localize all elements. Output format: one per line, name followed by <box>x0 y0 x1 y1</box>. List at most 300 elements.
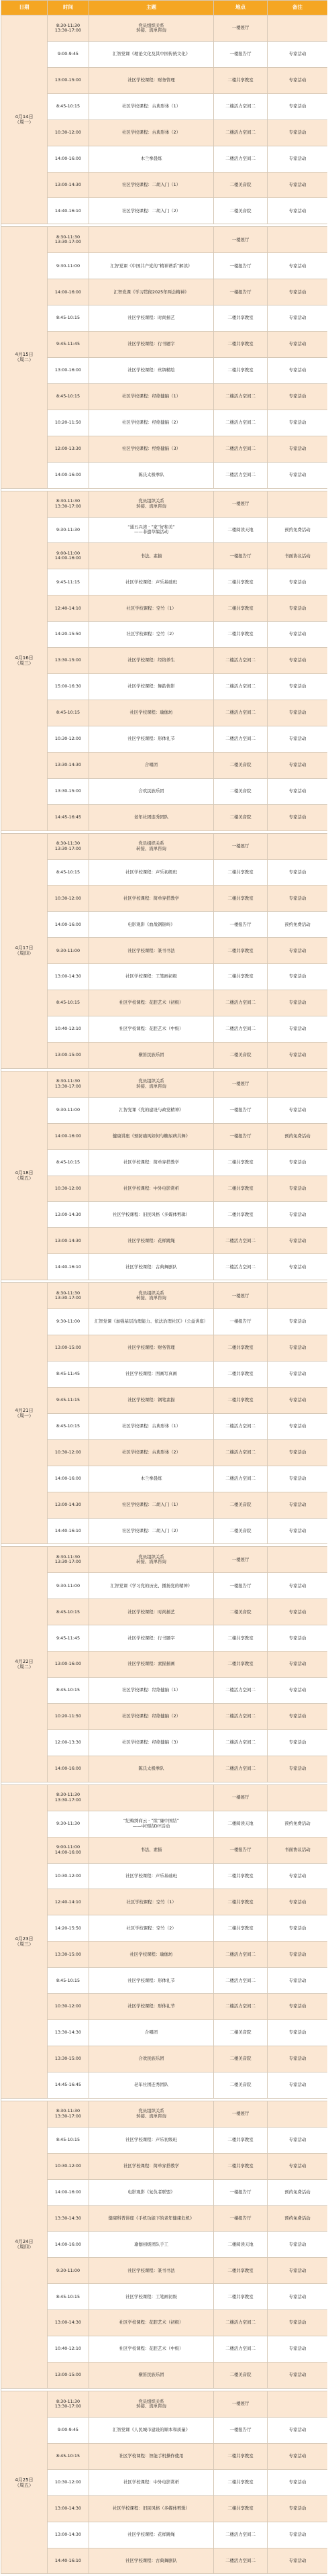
note-cell: 专家活动 <box>268 2310 328 2336</box>
table-row <box>1 2495 328 2522</box>
note-cell: 专家活动 <box>268 1439 328 1466</box>
time-cell: 14:00-16:00 <box>48 2232 89 2258</box>
place-cell: 二楼活力空间二 <box>214 674 268 700</box>
note-cell: 专家活动 <box>268 622 328 648</box>
place-cell: 二楼阅读天地 <box>214 2232 268 2258</box>
time-cell: 10:20-11:50 <box>48 1704 89 1730</box>
note-cell: 书面协议活动 <box>268 543 328 569</box>
place-cell: 二楼美音院 <box>214 1518 268 1544</box>
place-cell: 一楼报告厅 <box>214 543 268 569</box>
note-cell <box>268 1283 328 1309</box>
time-cell: 14:00-16:00 <box>48 462 89 488</box>
topic-cell: 社区学校课程：经络健脑（3） <box>89 436 214 462</box>
table-row <box>1 1202 328 1228</box>
note-cell: 预约免费活动 <box>268 2205 328 2232</box>
table-row <box>1 2363 328 2389</box>
time-cell: 13:30-15:00 <box>48 648 89 674</box>
topic-cell: 汇智党课《学习党的历史、播扬党的精神》 <box>89 1573 214 1599</box>
date-cell: 4月14日 （周一） <box>1 15 48 224</box>
time-cell: 8:30-11:30 13:30-17:00 <box>48 2391 89 2417</box>
place-cell: 二楼共享教室 <box>214 859 268 886</box>
place-cell: 二楼活力空间二 <box>214 1228 268 1254</box>
topic-cell: 汇智党课《学习贯彻2025年两会精神》 <box>89 279 214 305</box>
time-cell: 13:00-14:30 <box>48 2495 89 2522</box>
note-cell: 专家活动 <box>268 2153 328 2179</box>
table-row <box>1 436 328 462</box>
note-cell: 专家活动 <box>268 2072 328 2098</box>
topic-cell: 社区学校课程：空竹（2） <box>89 622 214 648</box>
topic-cell: 社区学校课程：经络养生 <box>89 648 214 674</box>
note-cell: 专家活动 <box>268 674 328 700</box>
time-cell: 8:30-11:30 13:30-17:00 <box>48 227 89 253</box>
topic-cell <box>89 1784 214 1811</box>
time-cell: 8:30-11:30 13:30-17:00 <box>48 833 89 859</box>
place-cell: 二楼美音院 <box>214 1042 268 1068</box>
time-cell: 8:45-11:45 <box>48 1362 89 1388</box>
place-cell: 一楼展厅 <box>214 491 268 517</box>
time-cell: 13:00-14:30 <box>48 172 89 198</box>
topic-cell: 木兰拳晨练 <box>89 146 214 172</box>
note-cell: 专家活动 <box>268 595 328 622</box>
table-row <box>1 1704 328 1730</box>
place-cell: 二楼共享教室 <box>214 1149 268 1176</box>
time-cell: 8:45-10:15 <box>48 1968 89 1994</box>
place-cell: 二楼共享教室 <box>214 2153 268 2179</box>
table-row <box>1 517 328 543</box>
topic-cell: 社区学校课程：花腔艺术（中级） <box>89 2336 214 2363</box>
table-row <box>1 1756 328 1782</box>
table-row <box>1 2153 328 2179</box>
note-cell: 专家活动 <box>268 1149 328 1176</box>
place-cell: 二楼活力空间二 <box>214 146 268 172</box>
place-cell: 二楼活力空间二 <box>214 1413 268 1439</box>
table-row <box>1 1042 328 1068</box>
topic-cell: 社区学校课程：瑜伽坊 <box>89 1942 214 1968</box>
time-cell: 9:00-11:00 14:00-16:00 <box>48 1837 89 1863</box>
time-cell: 10:20-11:50 <box>48 410 89 436</box>
table-row <box>1 172 328 198</box>
place-cell: 二楼美音院 <box>214 2020 268 2046</box>
time-cell: 15:00-16:30 <box>48 674 89 700</box>
place-cell: 二楼共享教室 <box>214 2495 268 2522</box>
time-cell: 13:00-16:00 <box>48 1652 89 1678</box>
note-cell: 专家活动 <box>268 1652 328 1678</box>
topic-cell: 社区学校课程：二胡入门（2） <box>89 1518 214 1544</box>
table-row <box>1 1863 328 1889</box>
table-row <box>1 1176 328 1202</box>
topic-cell: 社区学校课程：古典舞剧队 <box>89 2548 214 2574</box>
table-header-row <box>1 1 328 15</box>
table-row <box>1 2391 328 2417</box>
topic-cell: 社区学校课程：瑜伽坊 <box>89 700 214 726</box>
place-cell: 二楼共享教室 <box>214 1915 268 1942</box>
table-row <box>1 383 328 410</box>
table-row <box>1 1811 328 1837</box>
time-cell: 13:30-15:00 <box>48 1942 89 1968</box>
note-cell: 专家活动 <box>268 1176 328 1202</box>
place-cell: 二楼活力空间二 <box>214 1942 268 1968</box>
topic-cell: 社区学校课程：图画写真画 <box>89 1362 214 1388</box>
time-cell: 13:30-15:00 <box>48 778 89 804</box>
place-cell: 二楼活力空间二 <box>214 648 268 674</box>
note-cell: 预约免费活动 <box>268 1123 328 1149</box>
note-cell <box>268 2391 328 2417</box>
table-row <box>1 1123 328 1149</box>
place-cell: 二楼活力空间二 <box>214 383 268 410</box>
place-cell: 二楼活力空间二 <box>214 2310 268 2336</box>
time-cell: 13:00-15:00 <box>48 1335 89 1362</box>
note-cell: 专家活动 <box>268 1202 328 1228</box>
note-cell: 专家活动 <box>268 1889 328 1915</box>
place-cell: 一楼展厅 <box>214 1071 268 1097</box>
time-cell: 10:30-12:00 <box>48 1439 89 1466</box>
date-cell: 4月22日 （周二） <box>1 1547 48 1782</box>
place-cell: 二楼共享教室 <box>214 569 268 595</box>
note-cell <box>268 1784 328 1811</box>
table-row <box>1 1439 328 1466</box>
place-cell: 二楼活力空间二 <box>214 1466 268 1492</box>
time-cell: 13:30-14:30 <box>48 2020 89 2046</box>
place-cell: 二楼美音院 <box>214 198 268 224</box>
time-cell: 9:00-9:45 <box>48 41 89 67</box>
place-cell: 二楼活力空间二 <box>214 436 268 462</box>
time-cell: 14:00-16:00 <box>48 279 89 305</box>
time-cell: 10:30-12:00 <box>48 1994 89 2020</box>
time-cell: 8:30-11:30 13:30-17:00 <box>48 1547 89 1573</box>
place-cell: 二楼共享教室 <box>214 1387 268 1413</box>
place-cell: 一楼报告厅 <box>214 2205 268 2232</box>
topic-cell: 党员组织关系 转接、流单咨询 <box>89 2101 214 2127</box>
place-cell: 二楼活力空间二 <box>214 120 268 146</box>
table-row <box>1 886 328 912</box>
table-row <box>1 1492 328 1518</box>
topic-cell: 老年社团连秀团队 <box>89 804 214 830</box>
note-cell: 专家活动 <box>268 2363 328 2389</box>
table-row <box>1 2232 328 2258</box>
table-row <box>1 1837 328 1863</box>
topic-cell: 社区学校课程：财务管理 <box>89 67 214 93</box>
time-cell: 13:00-14:30 <box>48 2310 89 2336</box>
topic-cell: 社区学校课程：旧民风格（多媒体剪辑） <box>89 1202 214 1228</box>
place-cell: 二楼阅读天地 <box>214 1811 268 1837</box>
topic-cell: 社区学校课程：舞韵倩影 <box>89 674 214 700</box>
topic-cell: 党员组织关系 转接、流单咨询 <box>89 1283 214 1309</box>
topic-cell: 合欢民族乐团 <box>89 2046 214 2072</box>
time-cell: 14:00-16:00 <box>48 912 89 938</box>
table-row <box>1 2310 328 2336</box>
table-row <box>1 1915 328 1942</box>
note-cell: 专家活动 <box>268 2020 328 2046</box>
table-row <box>1 146 328 172</box>
table-row <box>1 2020 328 2046</box>
time-cell: 14:00-16:00 <box>48 2179 89 2205</box>
place-cell: 一楼展厅 <box>214 1784 268 1811</box>
note-cell: 专家活动 <box>268 436 328 462</box>
topic-cell: 社区学校课程：素描插画 <box>89 1652 214 1678</box>
table-row <box>1 2417 328 2443</box>
table-row <box>1 804 328 830</box>
table-row <box>1 674 328 700</box>
place-cell: 一楼报告厅 <box>214 2417 268 2443</box>
place-cell: 二楼活力空间二 <box>214 726 268 752</box>
topic-cell: 党员组织关系 转接、流单咨询 <box>89 491 214 517</box>
place-cell: 二楼活力空间二 <box>214 1704 268 1730</box>
topic-cell: 社区学校课程：简单穿搭教学 <box>89 886 214 912</box>
topic-cell: 社区学校课程：形体礼节 <box>89 1968 214 1994</box>
note-cell: 专家活动 <box>268 383 328 410</box>
topic-cell: 横笛民族乐团 <box>89 1042 214 1068</box>
note-cell: 专家活动 <box>268 964 328 990</box>
time-cell: 9:30-11:00 <box>48 1573 89 1599</box>
place-cell: 二楼共享教室 <box>214 964 268 990</box>
schedule-body <box>1 15 328 2574</box>
place-cell: 二楼美音院 <box>214 172 268 198</box>
note-cell: 专家活动 <box>268 198 328 224</box>
topic-cell: 社区学校课程：中外电影赏析 <box>89 1176 214 1202</box>
note-cell: 专家活动 <box>268 1625 328 1652</box>
place-cell: 二楼共享教室 <box>214 595 268 622</box>
time-cell: 9:30-11:00 <box>48 938 89 964</box>
time-cell: 8:30-11:30 13:30-17:00 <box>48 491 89 517</box>
header-place: 地点 <box>214 1 268 15</box>
note-cell: 专家活动 <box>268 1254 328 1280</box>
topic-cell: “通五兴湾 · ”家”好和美” ——非遗草编活动 <box>89 517 214 543</box>
time-cell: 9:30-11:30 <box>48 1811 89 1837</box>
time-cell: 14:00-16:00 <box>48 1466 89 1492</box>
place-cell: 一楼展厅 <box>214 227 268 253</box>
time-cell: 14:00-16:00 <box>48 1756 89 1782</box>
place-cell: 二楼活力空间二 <box>214 1678 268 1704</box>
date-cell: 4月25日 （周五） <box>1 2391 48 2573</box>
topic-cell: 社区学校课程：时尚插艺 <box>89 305 214 332</box>
table-row <box>1 462 328 488</box>
topic-cell: 健康讲座《预防痛风如何与糖尿病共舞》 <box>89 1123 214 1149</box>
time-cell: 8:45-10:15 <box>48 2443 89 2469</box>
topic-cell: 社区学校课程：行书题字 <box>89 332 214 358</box>
note-cell: 专家活动 <box>268 1362 328 1388</box>
time-cell: 8:45-10:15 <box>48 93 89 120</box>
topic-cell: 社区学校课程：形体礼节 <box>89 1994 214 2020</box>
place-cell: 二楼共享教室 <box>214 2258 268 2284</box>
note-cell: 专家活动 <box>268 357 328 383</box>
note-cell: 专家活动 <box>268 1042 328 1068</box>
table-row <box>1 1889 328 1915</box>
note-cell: 专家活动 <box>268 1968 328 1994</box>
table-row <box>1 67 328 93</box>
topic-cell: 党员组织关系 转接、流单咨询 <box>89 15 214 42</box>
place-cell: 二楼活力空间二 <box>214 1016 268 1043</box>
table-row <box>1 2205 328 2232</box>
header-note: 备注 <box>268 1 328 15</box>
table-row <box>1 120 328 146</box>
table-row <box>1 41 328 67</box>
table-row <box>1 2179 328 2205</box>
topic-cell: 社区学校课程：空竹（2） <box>89 1915 214 1942</box>
table-row <box>1 1994 328 2020</box>
place-cell: 二楼活力空间二 <box>214 1756 268 1782</box>
note-cell: 专家活动 <box>268 1228 328 1254</box>
note-cell: 专家活动 <box>268 1097 328 1123</box>
date-cell: 4月21日 （周一） <box>1 1283 48 1544</box>
note-cell: 专家活动 <box>268 2046 328 2072</box>
topic-cell: 社区学校课程：工笔画初级 <box>89 964 214 990</box>
time-cell: 13:30-14:30 <box>48 2205 89 2232</box>
place-cell: 二楼共享教室 <box>214 1335 268 1362</box>
table-row <box>1 1335 328 1362</box>
topic-cell: 社区学校课程：旧民风格（多媒体剪辑） <box>89 2495 214 2522</box>
table-row <box>1 198 328 224</box>
table-row <box>1 2284 328 2310</box>
date-cell: 4月24日 （周四） <box>1 2101 48 2388</box>
place-cell: 二楼共享教室 <box>214 938 268 964</box>
place-cell: 一楼报告厅 <box>214 253 268 279</box>
time-cell: 14:40-16:10 <box>48 2548 89 2574</box>
table-row <box>1 726 328 752</box>
table-row <box>1 1547 328 1573</box>
table-row <box>1 752 328 778</box>
time-cell: 13:00-16:00 <box>48 357 89 383</box>
time-cell: 9:30-11:00 <box>48 1309 89 1335</box>
table-row <box>1 2046 328 2072</box>
topic-cell: 社区学校课程：古典形体（2） <box>89 120 214 146</box>
place-cell: 二楼共享教室 <box>214 1202 268 1228</box>
table-row <box>1 1518 328 1544</box>
topic-cell: 社区学校课程：钢笔素描 <box>89 1387 214 1413</box>
topic-cell: 社区学校课程：二胡入门（1） <box>89 172 214 198</box>
table-row <box>1 2469 328 2495</box>
table-row <box>1 1942 328 1968</box>
note-cell: 专家活动 <box>268 2548 328 2574</box>
note-cell: 预约免费活动 <box>268 517 328 543</box>
topic-cell: 社区学校课程：空竹（1） <box>89 595 214 622</box>
time-cell: 13:00-15:00 <box>48 2363 89 2389</box>
time-cell: 8:45-10:15 <box>48 990 89 1016</box>
place-cell: 一楼展厅 <box>214 1283 268 1309</box>
table-row <box>1 1625 328 1652</box>
note-cell <box>268 2101 328 2127</box>
note-cell: 专家活动 <box>268 1915 328 1942</box>
note-cell: 专家活动 <box>268 2336 328 2363</box>
topic-cell: 汇智党课《中国共产党的“精神谱系”解读》 <box>89 253 214 279</box>
table-row <box>1 1362 328 1388</box>
time-cell: 9:45-11:45 <box>48 332 89 358</box>
time-cell: 9:45-11:45 <box>48 1625 89 1652</box>
time-cell: 10:30-12:00 <box>48 1863 89 1889</box>
topic-cell: 社区学校课程：声乐初级班 <box>89 859 214 886</box>
table-row <box>1 2443 328 2469</box>
place-cell: 二楼共享教室 <box>214 1176 268 1202</box>
place-cell: 二楼共享教室 <box>214 1652 268 1678</box>
time-cell: 14:40-16:10 <box>48 1518 89 1544</box>
topic-cell: 社区学校课程：声乐基础班 <box>89 569 214 595</box>
note-cell: 专家活动 <box>268 1573 328 1599</box>
time-cell: 9:30-11:00 <box>48 2258 89 2284</box>
topic-cell: 社区学校课程：经络健脑（2） <box>89 1704 214 1730</box>
place-cell: 二楼活力空间二 <box>214 410 268 436</box>
topic-cell: 电影观影《复仇者联盟》 <box>89 2179 214 2205</box>
table-row <box>1 1387 328 1413</box>
place-cell: 二楼活力空间二 <box>214 2522 268 2548</box>
topic-cell: 汇智党课《加强基层治理能力、依法治理社区》（公益讲座） <box>89 1309 214 1335</box>
topic-cell: 社区学校课程：古典形体（1） <box>89 93 214 120</box>
topic-cell: 社区学校课程：行书题字 <box>89 1625 214 1652</box>
note-cell <box>268 491 328 517</box>
time-cell: 8:30-11:30 13:30-17:00 <box>48 2101 89 2127</box>
table-row <box>1 569 328 595</box>
note-cell: 专家活动 <box>268 1678 328 1704</box>
header-topic: 主题 <box>89 1 214 15</box>
place-cell: 一楼展厅 <box>214 1547 268 1573</box>
time-cell: 9:30-11:00 <box>48 1097 89 1123</box>
date-cell: 4月15日 （周二） <box>1 227 48 488</box>
table-row <box>1 93 328 120</box>
note-cell: 专家活动 <box>268 462 328 488</box>
time-cell: 8:45-10:15 <box>48 700 89 726</box>
note-cell: 专家活动 <box>268 67 328 93</box>
place-cell: 二楼活力空间二 <box>214 1994 268 2020</box>
note-cell: 专家活动 <box>268 93 328 120</box>
note-cell: 专家活动 <box>268 1599 328 1625</box>
note-cell: 书面协议活动 <box>268 1837 328 1863</box>
time-cell: 10:40-12:10 <box>48 1016 89 1043</box>
note-cell: 专家活动 <box>268 938 328 964</box>
table-row <box>1 1466 328 1492</box>
topic-cell: 社区学校课程：简单穿搭教学 <box>89 1149 214 1176</box>
topic-cell: 陈氏太极拳队 <box>89 462 214 488</box>
note-cell: 专家活动 <box>268 1387 328 1413</box>
table-row <box>1 1652 328 1678</box>
time-cell: 13:30-14:30 <box>48 752 89 778</box>
note-cell: 专家活动 <box>268 146 328 172</box>
time-cell: 10:30-12:00 <box>48 2153 89 2179</box>
topic-cell: 社区学校课程：经络健脑（1） <box>89 1678 214 1704</box>
table-row <box>1 700 328 726</box>
note-cell: 专家活动 <box>268 648 328 674</box>
schedule-page <box>1 0 327 2576</box>
note-cell: 专家活动 <box>268 1756 328 1782</box>
note-cell: 专家活动 <box>268 2443 328 2469</box>
topic-cell: 党员组织关系 转接、流单咨询 <box>89 2391 214 2417</box>
place-cell: 二楼共享教室 <box>214 1625 268 1652</box>
place-cell: 一楼报告厅 <box>214 2179 268 2205</box>
topic-cell: 党员组织关系 转接、流单咨询 <box>89 1071 214 1097</box>
topic-cell: 社区学校课程：篆书书法 <box>89 938 214 964</box>
time-cell: 14:45-16:45 <box>48 2072 89 2098</box>
topic-cell: 木兰拳晨练 <box>89 1466 214 1492</box>
place-cell: 二楼共享教室 <box>214 622 268 648</box>
place-cell: 二楼共享教室 <box>214 2443 268 2469</box>
date-cell: 4月18日 （周五） <box>1 1071 48 1280</box>
time-cell: 13:00-14:30 <box>48 2522 89 2548</box>
note-cell: 专家活动 <box>268 253 328 279</box>
time-cell: 14:40-16:10 <box>48 198 89 224</box>
place-cell: 二楼活力空间二 <box>214 1254 268 1280</box>
time-cell: 8:30-11:30 13:30-17:00 <box>48 1283 89 1309</box>
table-row <box>1 332 328 358</box>
note-cell: 专家活动 <box>268 990 328 1016</box>
place-cell: 一楼展厅 <box>214 15 268 42</box>
time-cell: 10:30-12:00 <box>48 886 89 912</box>
topic-cell: 瑜伽初级团队手工 <box>89 2232 214 2258</box>
topic-cell: 社区学校课程：二胡入门（1） <box>89 1492 214 1518</box>
table-row <box>1 279 328 305</box>
topic-cell: 社区学校课程：篆书书法 <box>89 2258 214 2284</box>
time-cell: 8:45-10:15 <box>48 305 89 332</box>
table-row <box>1 938 328 964</box>
table-row <box>1 1968 328 1994</box>
table-row <box>1 1573 328 1599</box>
header-date: 日期 <box>1 1 48 15</box>
